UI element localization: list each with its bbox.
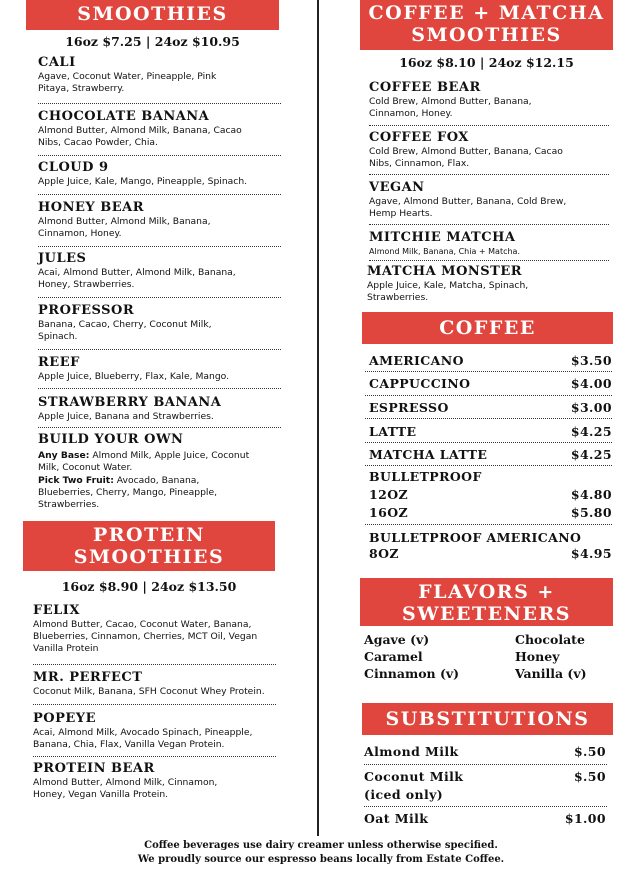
menu-item (369, 230, 609, 258)
bp-americano-title (369, 530, 612, 546)
substitution-row (364, 744, 606, 760)
flavor-item: Caramel (364, 649, 423, 664)
coffee-title: COFFEE (439, 317, 536, 339)
coffee-price: $3.50 (570, 353, 612, 368)
menu-item (33, 603, 283, 655)
sub-note: (iced only) (364, 787, 444, 802)
build-your-own (38, 432, 278, 511)
byo-fruit (38, 475, 253, 511)
item-desc: Almond Butter, Almond Milk, Cinnamon, Honey, Vegan Vanilla Protein. (33, 777, 218, 800)
footer-line-2: We proudly source our espresso beans locally from Estate Coffee. (137, 854, 505, 865)
smoothies-title: SMOOTHIES (77, 3, 228, 25)
coffee-size: 8OZ (369, 546, 399, 561)
divider (38, 194, 281, 195)
item-name: CHOCOLATE BANANA (38, 109, 210, 124)
item-name: PROFESSOR (38, 303, 135, 318)
substitutions-title: SUBSTITUTIONS (385, 708, 590, 730)
protein-banner (23, 521, 275, 571)
menu-item (38, 160, 278, 188)
divider (38, 427, 281, 428)
divider (33, 756, 276, 757)
smoothies-price: 16oz $7.25 | 24oz $10.95 (65, 34, 240, 49)
coffee-price: $4.25 (570, 424, 612, 439)
substitution-note (364, 787, 606, 803)
divider (365, 465, 612, 466)
item-name: MATCHA MONSTER (367, 264, 523, 279)
item-name: COFFEE FOX (369, 130, 469, 145)
substitutions-banner (362, 703, 613, 735)
flavor-item: Chocolate (515, 632, 585, 647)
coffee-row (369, 400, 612, 416)
divider (33, 704, 276, 705)
menu-item (369, 130, 609, 170)
divider (365, 418, 612, 419)
coffee-name: BULLETPROOF AMERICANO (369, 530, 582, 545)
smoothies-banner (26, 0, 279, 30)
menu-item (38, 355, 278, 383)
item-name: CALI (38, 55, 76, 70)
coffee-smoothies-title-line2: SMOOTHIES (411, 24, 562, 46)
column-divider (317, 0, 319, 836)
sub-price: $.50 (573, 744, 606, 759)
flavors-title-line1: FLAVORS + (418, 581, 555, 603)
item-name: STRAWBERRY BANANA (38, 395, 222, 410)
item-desc: Apple Juice, Blueberry, Flax, Kale, Mango. (38, 371, 230, 382)
byo-fruit-text: Avocado, Banana, Blueberries, Cherry, Mango, Pineapple, Strawberries. (38, 475, 218, 510)
menu-item (38, 200, 278, 240)
coffee-row (369, 505, 612, 521)
protein-title-line1: PROTEIN (92, 524, 205, 546)
menu-item (33, 670, 283, 698)
byo-base-text: Almond Milk, Apple Juice, Coconut Milk, Coconut Water. (38, 450, 250, 473)
coffee-price: $5.80 (570, 505, 612, 520)
item-desc: Almond Butter, Almond Milk, Banana, Cinnamon, Honey. (38, 216, 211, 239)
coffee-row (369, 353, 612, 369)
divider (38, 297, 281, 298)
item-desc: Coconut Milk, Banana, SFH Coconut Whey Protein. (33, 686, 265, 697)
coffee-size: 12OZ (369, 487, 409, 502)
item-name: FELIX (33, 603, 80, 618)
divider (38, 349, 281, 350)
coffee-name: BULLETPROOF (369, 469, 482, 484)
byo-fruit-label: Pick Two Fruit: (38, 475, 114, 486)
coffee-row (369, 487, 612, 503)
sub-name: Almond Milk (364, 744, 459, 759)
item-name: MITCHIE MATCHA (369, 230, 516, 245)
coffee-smoothies-price: 16oz $8.10 | 24oz $12.15 (399, 55, 574, 70)
sub-price: $1.00 (564, 811, 606, 826)
protein-title-line2: SMOOTHIES (73, 546, 225, 568)
coffee-name: AMERICANO (369, 353, 464, 368)
item-desc: Almond Milk, Banana, Chia + Matcha. (369, 247, 520, 256)
sub-name: Coconut Milk (364, 769, 464, 784)
divider (365, 371, 612, 372)
coffee-name: LATTE (369, 424, 417, 439)
coffee-price: $4.80 (570, 487, 612, 502)
bulletproof-title (369, 469, 612, 485)
item-name: REEF (38, 355, 80, 370)
coffee-price: $4.00 (570, 376, 612, 391)
sub-price: $.50 (573, 769, 606, 784)
item-desc: Agave, Almond Butter, Banana, Cold Brew, Hemp Hearts. (369, 196, 567, 219)
divider (364, 764, 607, 765)
item-desc: Cold Brew, Almond Butter, Banana, Cacao Nibs, Cinnamon, Flax. (369, 146, 563, 169)
item-name: BUILD YOUR OWN (38, 432, 184, 447)
item-desc: Acai, Almond Butter, Almond Milk, Banana, Honey, Strawberries. (38, 267, 236, 290)
coffee-row (369, 447, 612, 463)
menu-item (369, 180, 609, 220)
menu-item (38, 251, 278, 291)
divider (33, 664, 276, 665)
divider (38, 246, 281, 247)
coffee-price: $3.00 (570, 400, 612, 415)
divider (38, 388, 281, 389)
coffee-row (369, 376, 612, 392)
item-desc: Apple Juice, Kale, Mango, Pineapple, Spinach. (38, 176, 248, 187)
coffee-banner (362, 312, 613, 344)
divider (38, 155, 281, 156)
coffee-size: 16OZ (369, 505, 409, 520)
coffee-smoothies-banner (360, 0, 613, 50)
item-desc: Acai, Almond Milk, Avocado Spinach, Pineapple, Banana, Chia, Flax, Vanilla Vegan Protein. (33, 727, 253, 750)
item-name: JULES (38, 251, 87, 266)
item-name: MR. PERFECT (33, 670, 143, 685)
item-desc: Apple Juice, Banana and Strawberries. (38, 411, 214, 422)
footer-line-1: Coffee beverages use dairy creamer unless otherwise specified. (144, 840, 498, 851)
flavor-item: Cinnamon (v) (364, 666, 460, 681)
divider (369, 224, 609, 225)
flavors-banner (360, 578, 613, 626)
coffee-name: MATCHA LATTE (369, 447, 488, 462)
item-desc: Agave, Coconut Water, Pineapple, Pink Pitaya, Strawberry. (38, 71, 217, 94)
divider (369, 174, 609, 175)
item-desc: Almond Butter, Almond Milk, Banana, Cacao Nibs, Cacao Powder, Chia. (38, 125, 242, 148)
coffee-name: CAPPUCCINO (369, 376, 471, 391)
divider (364, 806, 607, 807)
coffee-name: ESPRESSO (369, 400, 449, 415)
item-desc: Almond Butter, Cacao, Coconut Water, Banana, Blueberries, Cinnamon, Cherries, MCT Oil, Vegan Vanilla Protein (33, 619, 258, 654)
menu-item (38, 109, 278, 149)
substitution-row (364, 769, 606, 785)
item-name: HONEY BEAR (38, 200, 144, 215)
divider (365, 524, 612, 525)
item-name: CLOUD 9 (38, 160, 109, 175)
menu-item (38, 55, 278, 95)
divider (365, 395, 612, 396)
divider (369, 260, 609, 261)
item-desc: Cold Brew, Almond Butter, Banana, Cinnamon, Honey. (369, 96, 532, 119)
flavors-title-line2: SWEETENERS (401, 603, 571, 625)
item-desc: Apple Juice, Kale, Matcha, Spinach, Strawberries. (367, 280, 529, 303)
menu-item (369, 80, 609, 120)
coffee-price: $4.25 (570, 447, 612, 462)
sub-name: Oat Milk (364, 811, 429, 826)
menu-item (38, 303, 278, 343)
item-desc: Banana, Cacao, Cherry, Coconut Milk, Spinach. (38, 319, 212, 342)
divider (365, 442, 612, 443)
menu-item (367, 264, 607, 304)
coffee-price: $4.95 (570, 546, 612, 561)
item-name: POPEYE (33, 711, 96, 726)
flavor-item: Vanilla (v) (515, 666, 587, 681)
menu-item (38, 395, 278, 423)
divider (38, 103, 281, 104)
coffee-smoothies-title-line1: COFFEE + MATCHA (368, 2, 605, 24)
flavor-item: Agave (v) (364, 632, 430, 647)
menu-item (33, 761, 283, 801)
flavor-item: Honey (515, 649, 560, 664)
item-name: PROTEIN BEAR (33, 761, 155, 776)
coffee-row (369, 424, 612, 440)
coffee-row (369, 546, 612, 562)
item-name: VEGAN (369, 180, 425, 195)
protein-price: 16oz $8.90 | 24oz $13.50 (61, 579, 237, 594)
item-name: COFFEE BEAR (369, 80, 481, 95)
byo-base (38, 450, 253, 474)
byo-base-label: Any Base: (38, 450, 90, 461)
divider (369, 125, 609, 126)
substitution-row (364, 811, 606, 827)
menu-item (33, 711, 283, 751)
